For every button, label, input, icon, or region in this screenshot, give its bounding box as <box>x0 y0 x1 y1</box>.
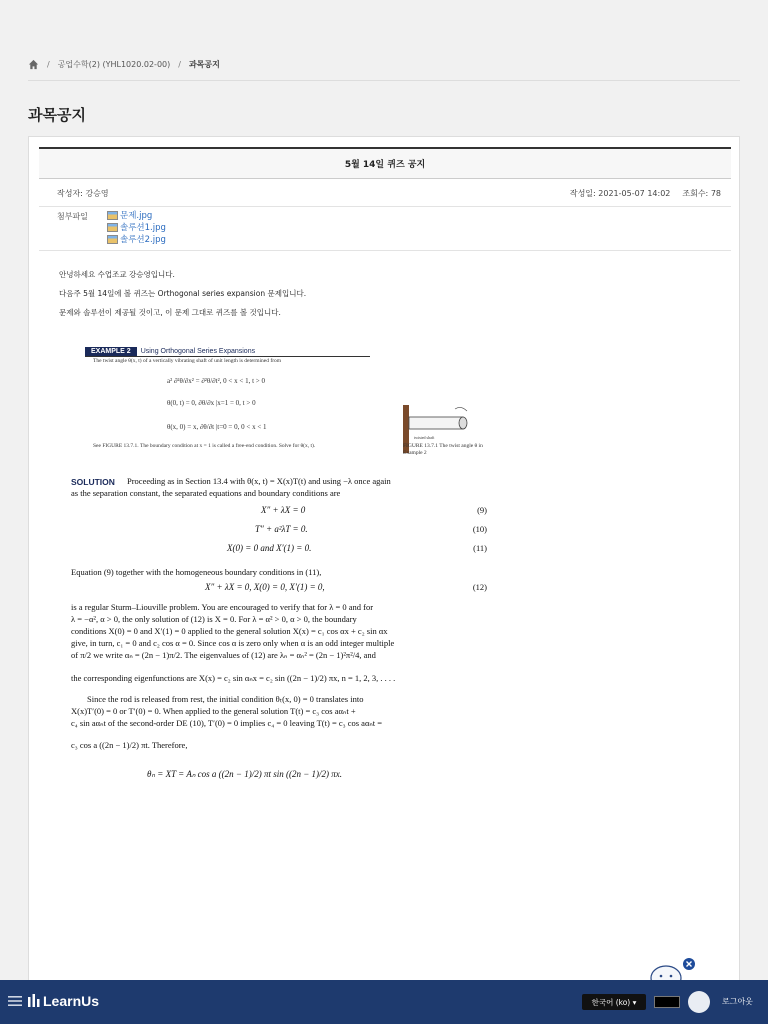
solution-text: as the separation constant, the separated equations and boundary conditions are <box>71 488 341 498</box>
post-date <box>570 188 671 199</box>
paragraph-line: X(x)T′(0) = 0 or T′(0) = 0. When applied to the general solution T(t) = c₃ cos aαₙt + <box>71 706 356 716</box>
example-rule <box>85 356 370 357</box>
paragraph-line: the corresponding eigenfunctions are X(x) = c₂ sin αₙx = c₂ sin ((2n − 1)/2) πx, n = 1, 2, 3, . . . . <box>71 673 396 683</box>
mascot-icon[interactable] <box>646 956 696 982</box>
paragraph-line: c₃ cos a ((2n − 1)/2) πt. Therefore, <box>71 740 188 750</box>
solution-label: SOLUTION <box>71 477 115 487</box>
logo-icon <box>28 994 40 1008</box>
equation-ic: θ(x, 0) = x, ∂θ/∂t |t=0 = 0, 0 < x < 1 <box>167 423 267 431</box>
post-meta <box>39 179 731 207</box>
paragraph-line: c₄ sin aαₙt of the second-order DE (10), T′(0) = 0 implies c₄ = 0 leaving T(t) = c₃ cos aαₙt = <box>71 718 383 728</box>
author-label: 작성자: <box>57 189 83 198</box>
date-label: 작성일: <box>569 189 596 198</box>
paragraph-line: give, in turn, c₁ = 0 and c₂ cos α = 0. Since cos α is zero only when α is an odd integer multiple <box>71 638 395 648</box>
author-name: 강승영 <box>85 189 109 198</box>
image-file-icon <box>107 211 118 220</box>
date-value: 2021-05-07 14:02 <box>598 189 671 198</box>
breadcrumb-course-link[interactable]: 공업수학(2) (YHL1020.02-00) <box>57 59 171 69</box>
brand-logo[interactable] <box>28 993 99 1009</box>
paragraph-line: conditions X(0) = 0 and X′(1) = 0 applied to the general solution X(x) = c₁ cos αx + c₂ sin αx <box>71 626 388 636</box>
equation-number: (12) <box>472 582 487 592</box>
equation-number: (11) <box>473 543 487 553</box>
views-label: 조회수: <box>682 189 709 198</box>
paragraph-line: λ = −α², α > 0, the only solution of (12) is X = 0. For λ = α² > 0, α > 0, the boundary <box>71 614 357 624</box>
post-body <box>59 265 306 322</box>
post-author <box>57 188 109 199</box>
image-file-icon <box>107 235 118 244</box>
image-file-icon <box>107 223 118 232</box>
breadcrumb-separator: / <box>47 59 50 69</box>
equation-bc: θ(0, t) = 0, ∂θ/∂x |x=1 = 0, t > 0 <box>167 399 256 407</box>
avatar[interactable] <box>688 991 710 1013</box>
bottom-bar <box>0 980 768 1024</box>
page-title: 과목공지 <box>28 106 86 124</box>
home-icon[interactable] <box>28 59 39 70</box>
views-value: 78 <box>710 189 721 198</box>
attachment-link[interactable] <box>107 221 166 233</box>
attachment-name[interactable]: 문제.jpg <box>120 211 153 221</box>
post-card <box>28 136 740 996</box>
post-views <box>682 188 721 199</box>
figure-label: twisted shaft <box>414 435 435 440</box>
example-badge: EXAMPLE 2 <box>85 347 137 356</box>
example-see: See FIGURE 13.7.1. The boundary condition at x = 1 is called a free-end condition. Solve for θ(x, t). <box>93 443 316 449</box>
paragraph-line: Since the rod is released from rest, the initial condition θₜ(x, 0) = 0 translates into <box>87 694 364 704</box>
language-select[interactable] <box>582 994 646 1010</box>
solution-text: Equation (9) together with the homogeneous boundary conditions in (11), <box>71 567 322 577</box>
body-line: 문제와 솔루션이 제공될 것이고, 이 문제 그대로 퀴즈를 볼 것입니다. <box>59 308 281 317</box>
menu-icon[interactable] <box>8 995 22 1007</box>
chevron-down-icon: ▾ <box>630 997 637 1007</box>
post-title: 5월 14일 퀴즈 공지 <box>39 147 731 179</box>
notification-box[interactable] <box>654 996 680 1008</box>
paragraph-line: of π/2 we write αₙ = (2n − 1)π/2. The eigenvalues of (12) are λₙ = αₙ² = (2n − 1)²π²/4, and <box>71 650 376 660</box>
attachments-label: 첨부파일 <box>57 212 88 221</box>
final-equation: θₙ = XT = Aₙ cos a ((2n − 1)/2) πt sin ((2n − 1)/2) πx. <box>147 769 343 779</box>
equation-number: (10) <box>472 524 487 534</box>
brand-name: LearnUs <box>43 993 100 1009</box>
equation-9: X″ + λX = 0 <box>261 505 306 515</box>
language-label: 한국어 (ko) <box>591 997 631 1007</box>
attachments <box>39 207 731 251</box>
equation-12: X″ + λX = 0, X(0) = 0, X′(1) = 0, <box>205 582 325 592</box>
example-title: Using Orthogonal Series Expansions <box>140 348 256 355</box>
attachment-name[interactable]: 솔루션1.jpg <box>120 223 166 233</box>
logout-button[interactable]: 로그아웃 <box>722 997 753 1006</box>
attachment-link[interactable] <box>107 209 166 221</box>
equation-pde: a² ∂²θ/∂x² = ∂²θ/∂t², 0 < x < 1, t > 0 <box>167 377 265 385</box>
breadcrumb <box>28 57 220 71</box>
example-intro: The twist angle θ(x, t) of a vertically vibrating shaft of unit length is determined from <box>93 358 282 364</box>
body-line: 안녕하세요 수업조교 강승영입니다. <box>59 270 175 279</box>
solution-text: Proceeding as in Section 13.4 with θ(x, t) = X(x)T(t) and using −λ once again <box>127 476 391 486</box>
attachment-link[interactable] <box>107 233 166 245</box>
example-header <box>85 347 255 356</box>
attachment-name[interactable]: 솔루션2.jpg <box>120 235 166 245</box>
breadcrumb-current: 과목공지 <box>188 59 220 69</box>
divider <box>28 80 740 81</box>
body-line: 다음주 5월 14일에 볼 퀴즈는 Orthogonal series expansion 문제입니다. <box>59 289 307 298</box>
equation-11: X(0) = 0 and X′(1) = 0. <box>227 543 312 553</box>
problem-image <box>67 341 487 991</box>
breadcrumb-separator: / <box>178 59 181 69</box>
figure-caption: FIGURE 13.7.1 The twist angle θ in Example 2 <box>403 443 483 456</box>
equation-number: (9) <box>477 505 487 515</box>
equation-10: T″ + a²λT = 0. <box>255 524 308 534</box>
paragraph-line: is a regular Sturm–Liouville problem. You are encouraged to verify that for λ = 0 and for <box>71 602 374 612</box>
